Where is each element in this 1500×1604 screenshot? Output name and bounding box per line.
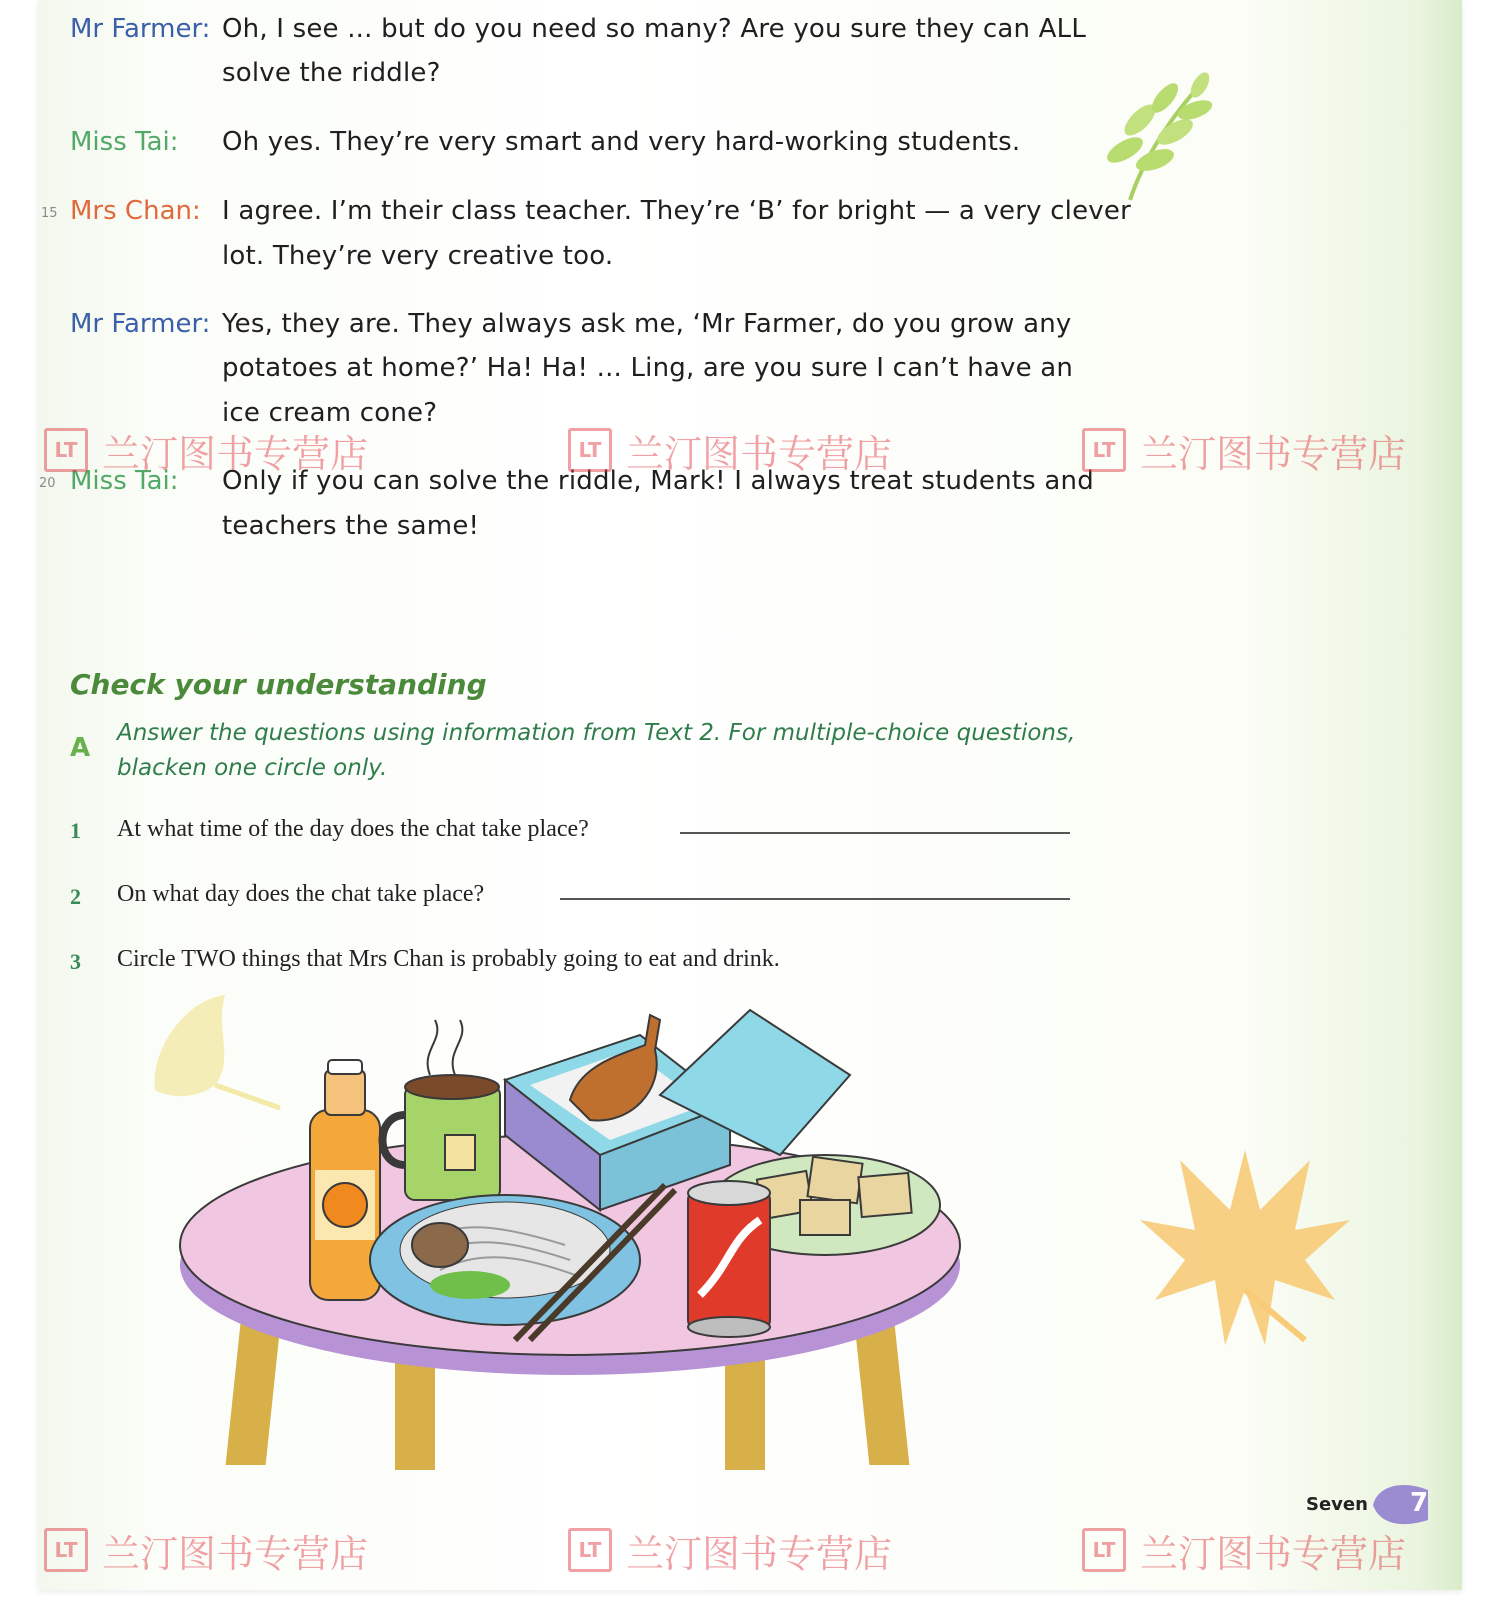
watermark [44,1525,368,1575]
watermark [44,425,368,475]
speaker-label: Miss Tai: [70,466,179,496]
page-number: 7 [1410,1488,1429,1518]
speaker-label: Miss Tai: [70,127,179,157]
watermark-logo: LT [44,428,88,472]
dialogue-line: Yes, they are. They always ask me, ‘Mr Farmer, do you grow any [222,309,1072,339]
instruction-line: blacken one circle only. [117,755,388,781]
exercise-letter: A [70,733,91,763]
question-number: 3 [70,949,81,974]
dialogue-line: Only if you can solve the riddle, Mark! I always treat students and [222,466,1094,496]
watermark-logo: LT [568,428,612,472]
maple-leaf-illustration [1135,1140,1355,1360]
question-text: On what day does the chat take place? [117,881,485,907]
line-number: 20 [39,476,56,491]
watermark [568,1525,892,1575]
dialogue-line: Oh yes. They’re very smart and very hard-working students. [222,127,1021,157]
page-word: Seven [1306,1494,1368,1515]
question-number: 2 [70,884,81,909]
dialogue-line: teachers the same! [222,511,480,541]
speaker-label: Mr Farmer: [70,309,211,339]
dialogue-line: I agree. I’m their class teacher. They’re ‘B’ for bright — a very clever [222,196,1131,226]
answer-line[interactable] [560,898,1070,900]
question-number: 1 [70,818,81,843]
dialogue-line: Oh, I see ... but do you need so many? Are you sure they can ALL [222,14,1087,44]
watermark-logo: LT [44,1528,88,1572]
watermark-logo: LT [1082,1528,1126,1572]
watermark-logo: LT [568,1528,612,1572]
instruction-line: Answer the questions using information from Text 2. For multiple-choice questions, [117,720,1076,746]
watermark-text: 兰汀图书专营店 [626,1531,893,1576]
speaker-label: Mrs Chan: [70,196,201,226]
speaker-label: Mr Farmer: [70,14,211,44]
watermark [1082,1525,1406,1575]
watermark-logo: LT [1082,428,1126,472]
food-table-illustration [170,995,980,1470]
watermark-text: 兰汀图书专营店 [102,431,369,476]
dialogue-line: ice cream cone? [222,398,438,428]
dialogue-line: solve the riddle? [222,58,441,88]
watermark-text: 兰汀图书专营店 [102,1531,369,1576]
watermark-text: 兰汀图书专营店 [1140,1531,1407,1576]
watermark [1082,425,1406,475]
leaf-sprig-illustration [1100,70,1220,210]
watermark [568,425,892,475]
answer-line[interactable] [680,832,1070,834]
section-heading: Check your understanding [70,668,487,701]
line-number: 15 [41,206,58,221]
dialogue-line: potatoes at home?’ Ha! Ha! ... Ling, are you sure I can’t have an [222,353,1074,383]
question-text: At what time of the day does the chat take place? [117,816,589,842]
question-text: Circle TWO things that Mrs Chan is probably going to eat and drink. [117,946,780,972]
dialogue-line: lot. They’re very creative too. [222,241,614,271]
watermark-text: 兰汀图书专营店 [626,431,893,476]
watermark-text: 兰汀图书专营店 [1140,431,1407,476]
